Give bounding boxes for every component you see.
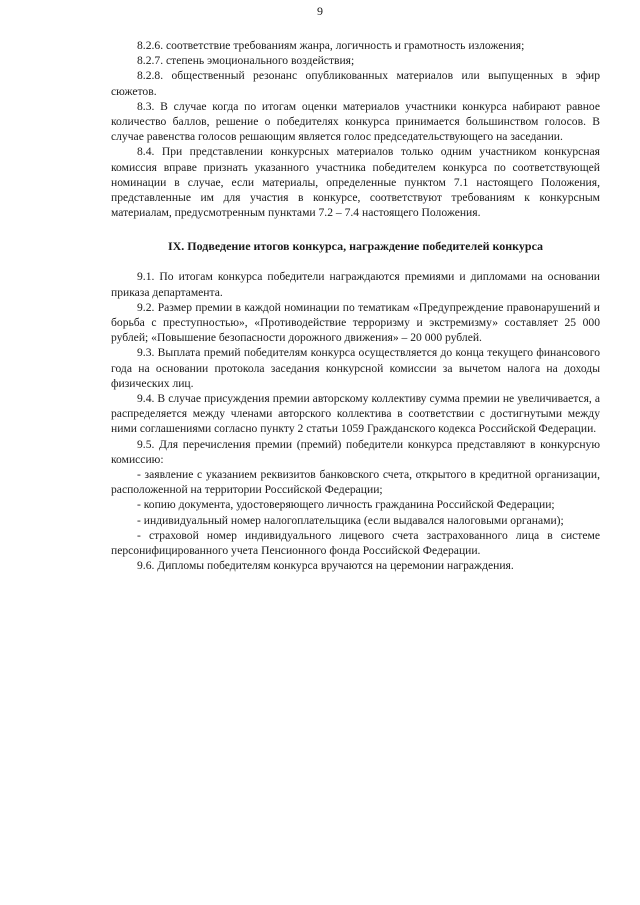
- list-item-taxpayer-number: - индивидуальный номер налогоплательщика (если выдавался налоговыми органами);: [137, 513, 564, 527]
- paragraph-8-2-7: 8.2.7. степень эмоционального воздействия;: [137, 54, 355, 68]
- paragraph-8-2-6: 8.2.6. соответствие требованиям жанра, логичность и грамотность изложения;: [137, 39, 525, 52]
- page-number: 9: [317, 4, 323, 18]
- paragraph-9-5: 9.5. Для перечисления премии (премий) победители конкурса представляют в конкурсную комиссию:: [111, 437, 600, 466]
- paragraph-9-3: 9.3. Выплата премий победителям конкурса осуществляется до конца текущего финансового года на основании протокола заседания конкурсной комиссии за вычетом налога на доходы физических лиц.: [111, 346, 600, 390]
- paragraph-8-4: 8.4. При представлении конкурсных материалов только одним участником конкурсная комиссия вправе признать указанного участника победителем конкурса по соответствующей номинации в случае, если материалы, определенные пунктом 7.1 настоящего Положения, представленные им для участия в конкурсе, соответствуют требованиям к конкурсным материалам, предусмотренным пунктами 7.2 – 7.4 настоящего Положения.: [111, 145, 600, 220]
- list-item-bank-statement: - заявление с указанием реквизитов банковского счета, открытого в кредитной организации, расположенной на территории Российской Федерации;: [111, 468, 600, 497]
- list-item-identity-document: - копию документа, удостоверяющего личность гражданина Российской Федерации;: [137, 498, 555, 512]
- section-9-heading: IX. Подведение итогов конкурса, награждение победителей конкурса: [167, 239, 544, 254]
- list-item-insurance-number: - страховой номер индивидуального лицевого счета застрахованного лица в системе персонифицированного учета Пенсионного фонда Российской Федерации.: [111, 528, 600, 558]
- paragraph-8-2-8: 8.2.8. общественный резонанс опубликованных материалов или выпущенных в эфир сюжетов.: [111, 69, 600, 98]
- document-body: [111, 38, 600, 574]
- paragraph-9-2: 9.2. Размер премии в каждой номинации по тематикам «Предупреждение правонарушений и борьба с преступностью», «Противодействие терроризму и экстремизму» составляет 25 000 рублей; «Повышение безопасности дорожного движения» – 20 000 рублей.: [111, 300, 600, 345]
- paragraph-9-6: 9.6. Дипломы победителям конкурса вручаются на церемонии награждения.: [137, 559, 514, 573]
- paragraph-9-4: 9.4. В случае присуждения премии авторскому коллективу сумма премии не увеличивается, а распределяется между членами авторского коллектива в соответствии с достигнутыми между ними соглашениями согласно пункту 2 статьи 1059 Гражданского кодекса Российской Федерации.: [111, 392, 600, 436]
- paragraph-9-1: 9.1. По итогам конкурса победители награждаются премиями и дипломами на основании приказа департамента.: [111, 270, 600, 299]
- paragraph-8-3: 8.3. В случае когда по итогам оценки материалов участники конкурса набирают равное количество баллов, решение о победителях конкурса принимается большинством голосов. В случае равенства голосов решающим является голос председательствующего на заседании.: [111, 99, 600, 144]
